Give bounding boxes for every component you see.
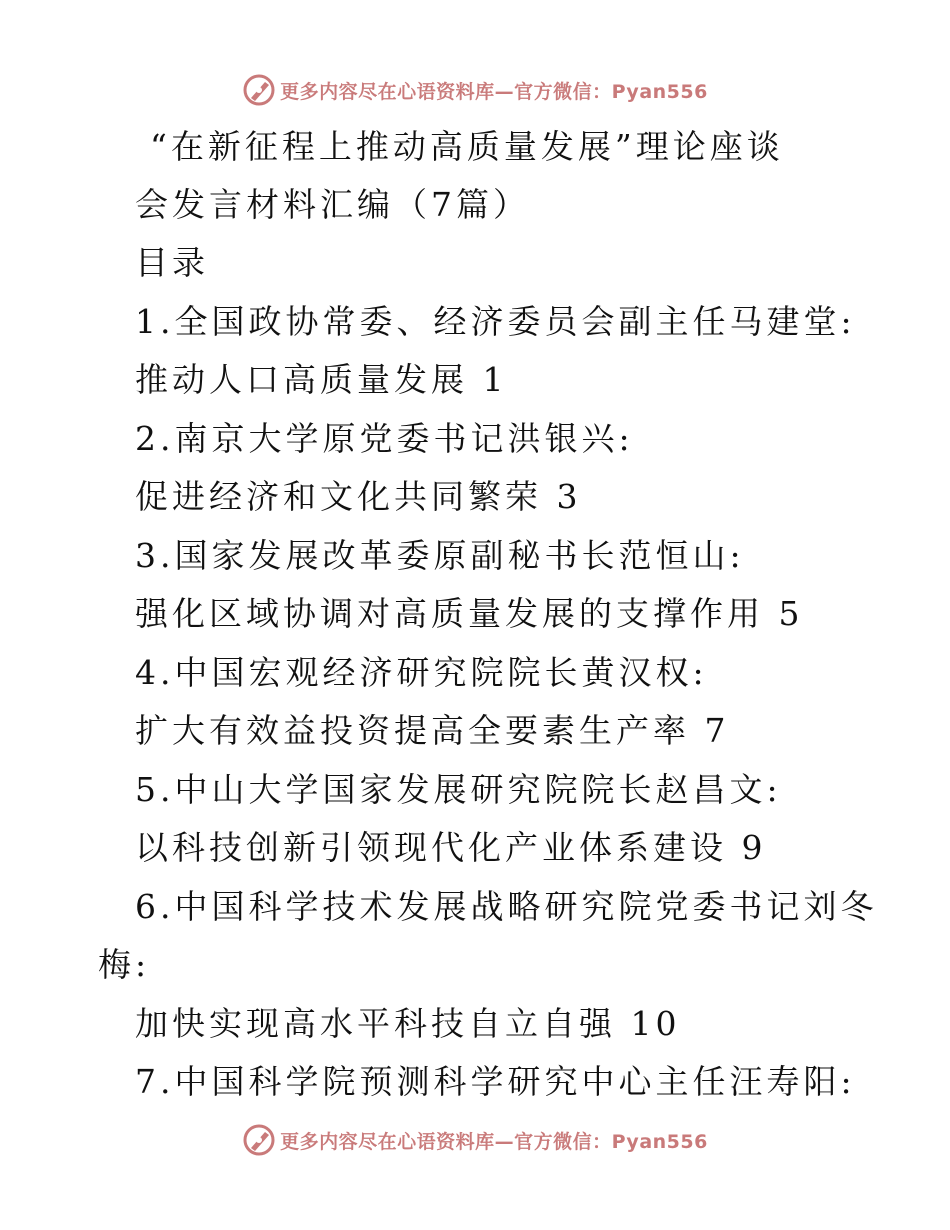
toc-item-author: 3.国家发展改革委原副秘书长范恒山: <box>135 536 745 575</box>
toc-item-author: 6.中国科学技术发展战略研究院党委书记刘冬 <box>135 887 878 926</box>
pen-logo-icon <box>242 73 276 107</box>
toc-item-title: 加快实现高水平科技自立自强 10 <box>135 1004 681 1043</box>
watermark-banner-top <box>0 70 950 110</box>
toc-item-author: 1.全国政协常委、经济委员会副主任马建堂: <box>135 302 856 341</box>
doc-title-line-2: 会发言材料汇编（7篇） <box>135 185 530 224</box>
toc-item-title: 强化区域协调对高质量发展的支撑作用 5 <box>135 594 804 633</box>
watermark-text: 更多内容尽在心语资料库—官方微信：Pyan556 <box>280 1130 708 1153</box>
toc-item-author: 5.中山大学国家发展研究院院长赵昌文: <box>135 770 782 809</box>
watermark-banner-bottom <box>0 1120 950 1160</box>
watermark-text: 更多内容尽在心语资料库—官方微信：Pyan556 <box>280 80 708 103</box>
toc-item-author: 7.中国科学院预测科学研究中心主任汪寿阳: <box>135 1062 856 1101</box>
toc-item-author: 4.中国宏观经济研究院院长黄汉权: <box>135 653 708 692</box>
toc-item-author: 2.南京大学原党委书记洪银兴: <box>135 419 634 458</box>
toc-heading: 目录 <box>135 243 209 282</box>
doc-title-line-1: “在新征程上推动高质量发展”理论座谈 <box>150 127 784 166</box>
toc-item-title: 扩大有效益投资提高全要素生产率 7 <box>135 711 730 750</box>
toc-item-title: 以科技创新引领现代化产业体系建设 9 <box>135 828 767 867</box>
toc-item-title: 推动人口高质量发展 1 <box>135 360 508 399</box>
toc-item-author-continuation: 梅: <box>98 945 151 984</box>
toc-item-title: 促进经济和文化共同繁荣 3 <box>135 477 582 516</box>
pen-logo-icon <box>242 1123 276 1157</box>
